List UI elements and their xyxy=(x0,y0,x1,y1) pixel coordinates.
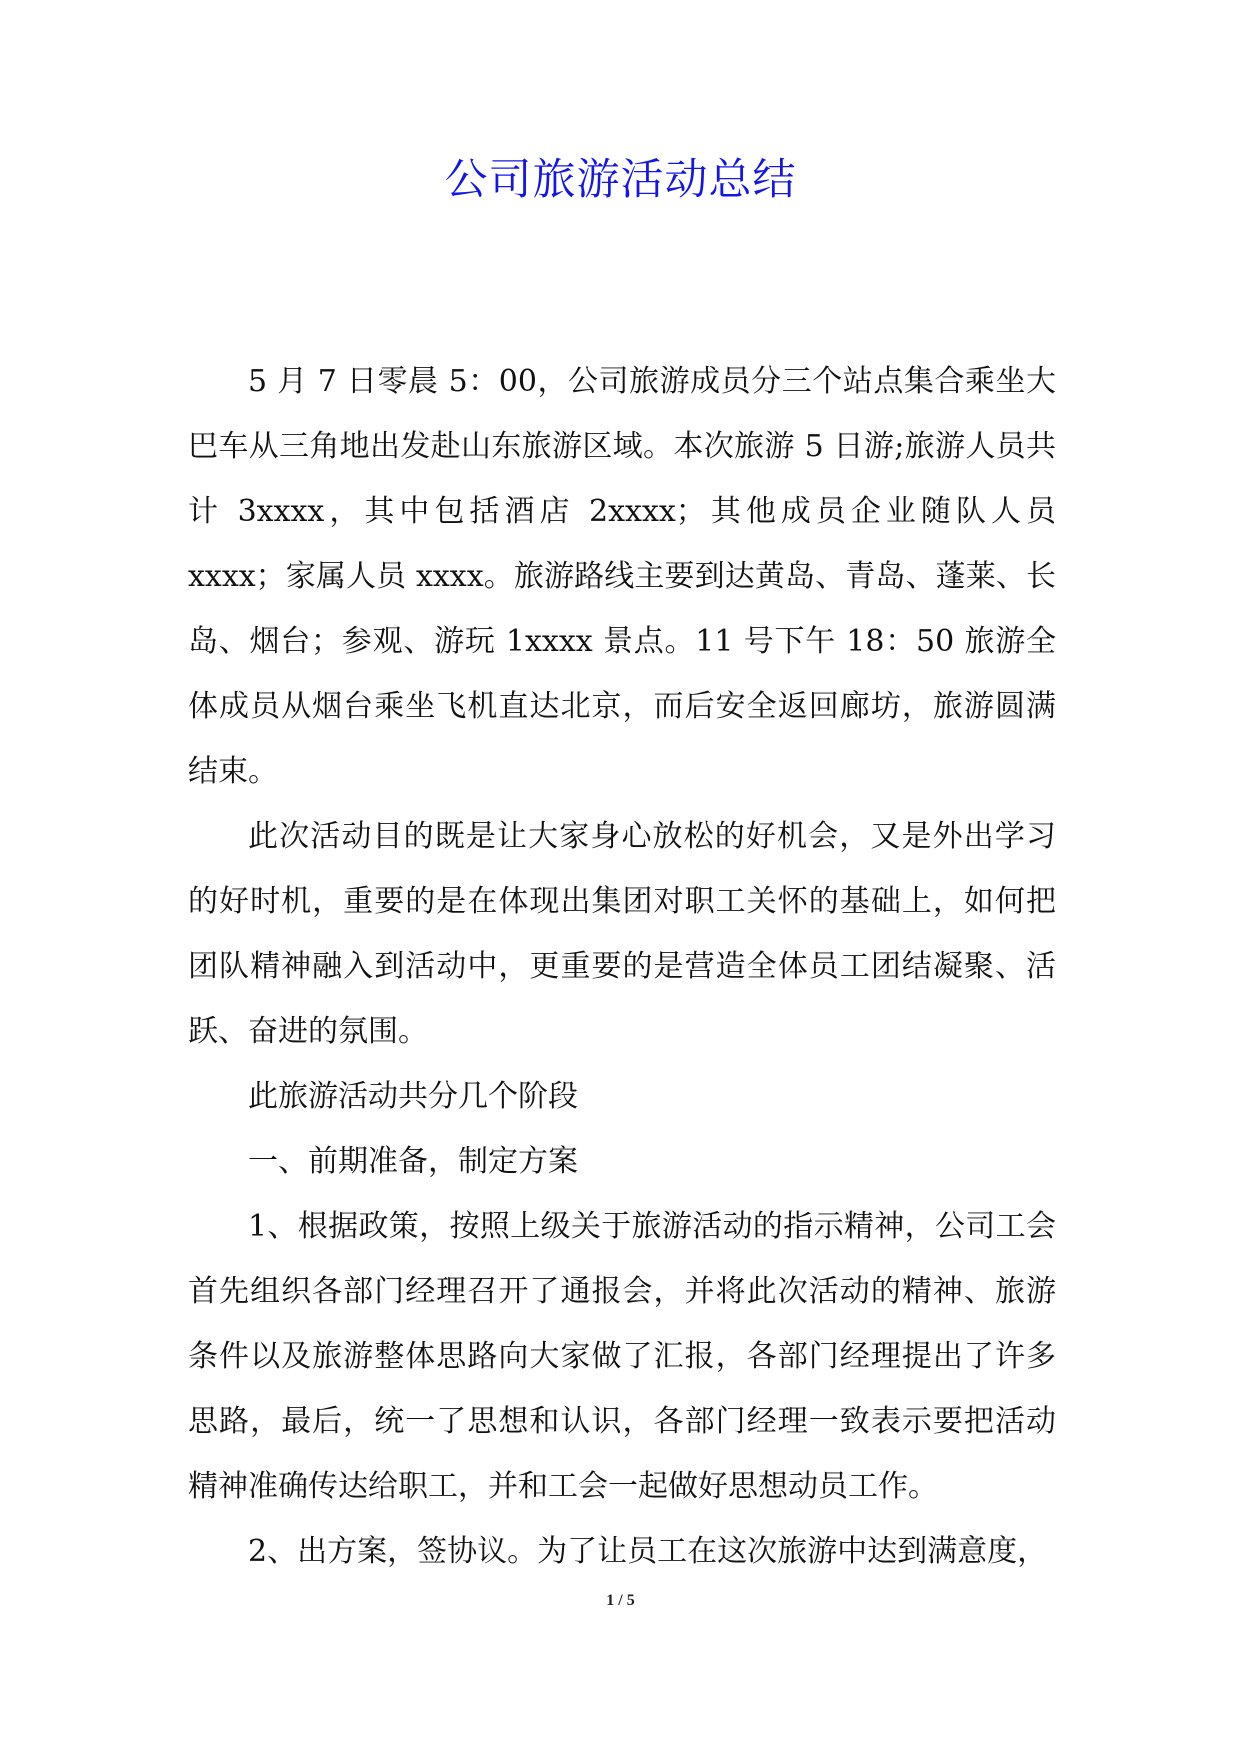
paragraph-purpose: 此次活动目的既是让大家身心放松的好机会，又是外出学习的好时机，重要的是在体现出集团对职工关怀的基础上，如何把团队精神融入到活动中，更重要的是营造全体员工团结凝聚、活跃、奋进的氛围。 xyxy=(188,819,1056,1049)
paragraph-intro: 5 月 7 日零晨 5：00，公司旅游成员分三个站点集合乘坐大巴车从三角地出发赴山东旅游区域。本次旅游 5 日游;旅游人员共计 3xxxx，其中包括酒店 2xxxx；其他成员企业随队人员 xxxx；家属人员 xxxx。旅游路线主要到达黄岛、青岛、蓬莱、长岛、烟台；参观、游玩 1xxxx 景点。11 号下午 18：50 旅游全体成员从烟台乘坐飞机直达北京，而后安全返回廊坊，旅游圆满结束。 xyxy=(188,364,1056,789)
paragraph-item-2: 2、出方案，签协议。为了让员工在这次旅游中达到满意度， xyxy=(248,1534,1048,1569)
paragraph-stages: 此旅游活动共分几个阶段 xyxy=(248,1079,578,1114)
paragraph-item-1: 1、根据政策，按照上级关于旅游活动的指示精神，公司工会首先组织各部门经理召开了通报会，并将此次活动的精神、旅游条件以及旅游整体思路向大家做了汇报，各部门经理提出了许多思路，最后，统一了思想和认识，各部门经理一致表示要把活动精神准确传达给职工，并和工会一起做好思想动员工作。 xyxy=(188,1209,1056,1504)
document-body xyxy=(188,349,1056,1584)
page-number: 1 / 5 xyxy=(606,1592,635,1609)
section-heading-preparation: 一、前期准备，制定方案 xyxy=(248,1144,578,1179)
document-title: 公司旅游活动总结 xyxy=(444,155,797,205)
